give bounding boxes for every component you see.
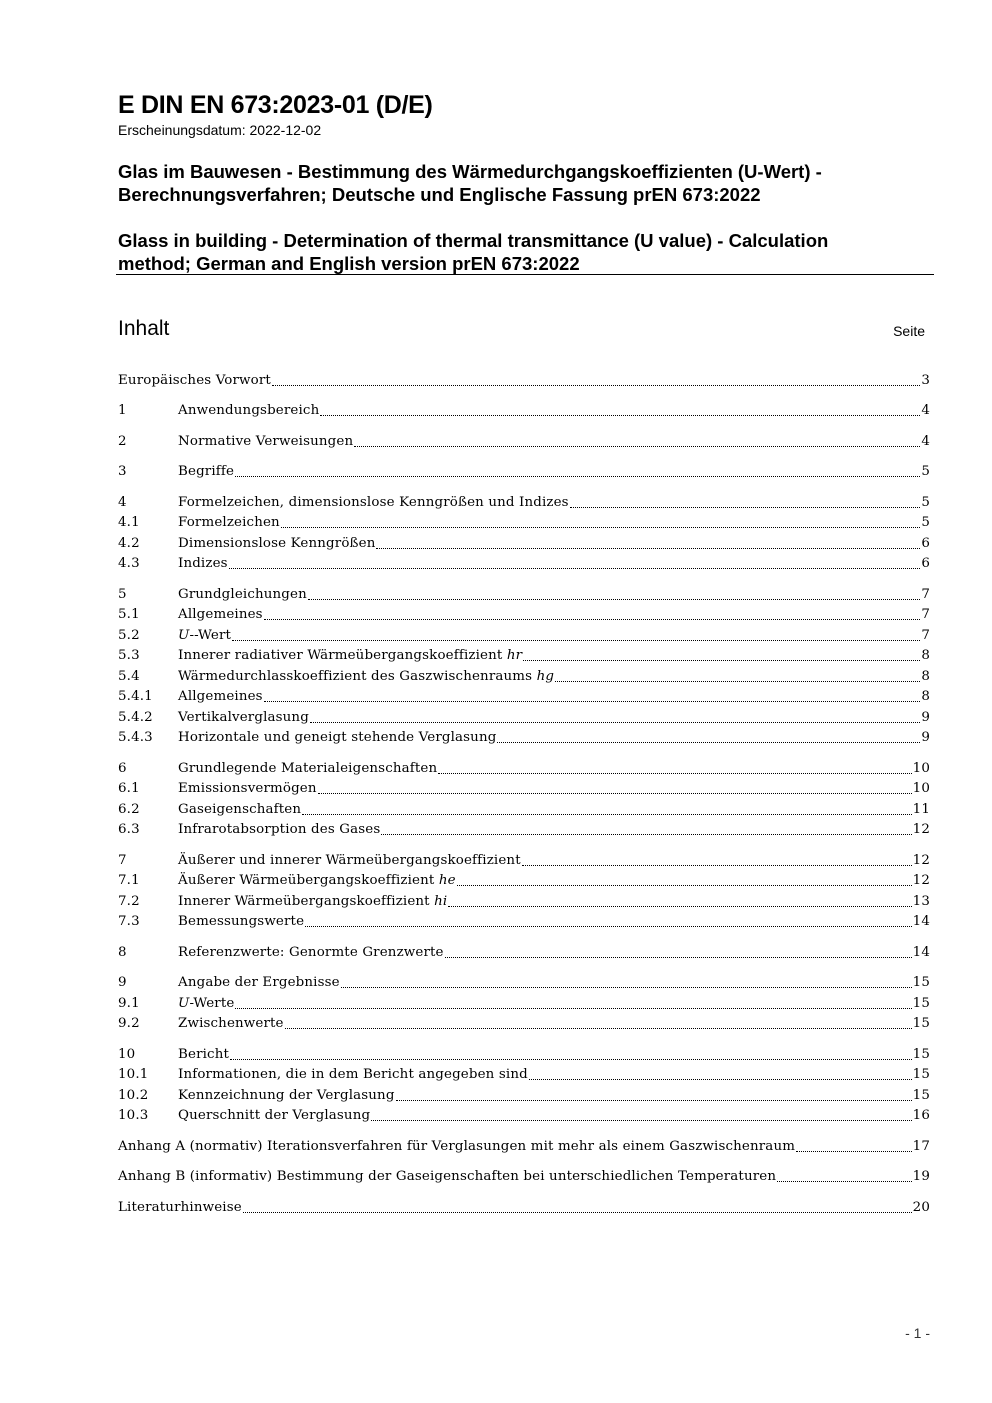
toc-entry-label-text: Zwischenwerte bbox=[178, 1016, 284, 1031]
toc-entry[interactable] bbox=[118, 1014, 930, 1034]
toc-entry-label-text: Formelzeichen, dimensionslose Kenngrößen und Indizes bbox=[178, 495, 569, 510]
toc-entry-label-text: Anhang A (normativ) Iterationsverfahren für Verglasungen mit mehr als einem Gaszwischenraum bbox=[118, 1139, 796, 1154]
toc-entry-page: 9 bbox=[921, 710, 930, 725]
toc-entry-symbol: hi bbox=[434, 894, 448, 909]
toc-entry-number: 8 bbox=[118, 945, 127, 960]
toc-entry-leader-dots bbox=[285, 1027, 912, 1029]
toc-entry[interactable] bbox=[118, 708, 930, 728]
toc-entry-page: 7 bbox=[921, 607, 930, 622]
toc-entry-label bbox=[178, 871, 456, 891]
toc-entry[interactable] bbox=[118, 728, 930, 748]
toc-entry-label bbox=[118, 1198, 242, 1218]
toc-entry-page: 8 bbox=[921, 689, 930, 704]
toc-entry-page: 9 bbox=[921, 730, 930, 745]
toc-entry-leader-dots bbox=[457, 884, 912, 886]
toc-entry-page: 3 bbox=[921, 373, 930, 388]
toc-entry-page: 4 bbox=[921, 403, 930, 418]
toc-entry-label-text: -Werte bbox=[189, 996, 235, 1011]
toc-entry[interactable] bbox=[118, 605, 930, 625]
toc-entry-label bbox=[178, 646, 522, 666]
toc-entry-number: 7 bbox=[118, 853, 127, 868]
toc-entry-page: 12 bbox=[912, 873, 930, 888]
toc-entry-label-text: Grundlegende Materialeigenschaften bbox=[178, 761, 438, 776]
title-german bbox=[118, 160, 918, 206]
toc-entry[interactable] bbox=[118, 1167, 930, 1187]
toc-entry-page: 14 bbox=[912, 945, 930, 960]
toc-entry[interactable] bbox=[118, 432, 930, 452]
toc-entry-number: 7.3 bbox=[118, 914, 140, 929]
toc-entry-page: 15 bbox=[912, 1047, 930, 1062]
toc-entry-leader-dots bbox=[243, 1211, 912, 1213]
toc-entry-label-text: Bericht bbox=[178, 1047, 230, 1062]
toc-entry-leader-dots bbox=[529, 1078, 912, 1080]
toc-entry-page: 19 bbox=[912, 1169, 930, 1184]
toc-entry-label-text: Dimensionslose Kenngrößen bbox=[178, 536, 376, 551]
toc-entry[interactable] bbox=[118, 994, 930, 1014]
toc-entry-label bbox=[178, 800, 301, 820]
toc-entry[interactable] bbox=[118, 462, 930, 482]
title-english-line-1: Glass in building - Determination of thermal transmittance (U value) - Calculation bbox=[118, 230, 829, 251]
toc-entry-label bbox=[178, 1106, 370, 1126]
toc-entry-number: 5.4.3 bbox=[118, 730, 153, 745]
toc-entry-label-text: Anhang B (informativ) Bestimmung der Gaseigenschaften bei unterschiedlichen Temperaturen bbox=[118, 1169, 777, 1184]
toc-entry-number: 4.2 bbox=[118, 536, 140, 551]
toc-entry-symbol: hg bbox=[536, 669, 555, 684]
toc-entry-number: 5.4 bbox=[118, 669, 140, 684]
toc-entry-label bbox=[178, 667, 554, 687]
toc-entry-leader-dots bbox=[230, 1058, 912, 1060]
toc-entry-number: 10 bbox=[118, 1047, 136, 1062]
toc-entry-label-text: Referenzwerte: Genormte Grenzwerte bbox=[178, 945, 444, 960]
toc-entry-label bbox=[178, 851, 521, 871]
toc-entry[interactable] bbox=[118, 912, 930, 932]
toc-entry-page: 7 bbox=[921, 587, 930, 602]
toc-entry-page: 13 bbox=[912, 894, 930, 909]
toc-entry-label-text: Allgemeines bbox=[178, 607, 263, 622]
toc-entry-label bbox=[178, 912, 304, 932]
title-divider bbox=[116, 274, 934, 275]
toc-entry-label bbox=[178, 759, 437, 779]
toc-entry-leader-dots bbox=[438, 772, 911, 774]
toc-entry-label-text: Infrarotabsorption des Gases bbox=[178, 822, 381, 837]
toc-entry-leader-dots bbox=[497, 741, 920, 743]
toc-entry-label-text: Informationen, die in dem Bericht angegeben sind bbox=[178, 1067, 528, 1082]
toc-entry-label bbox=[178, 626, 231, 646]
toc-entry-number: 3 bbox=[118, 464, 127, 479]
toc-entry-label bbox=[178, 728, 496, 748]
toc-entry-label bbox=[178, 401, 319, 421]
toc-entry-number: 2 bbox=[118, 434, 127, 449]
toc-entry-leader-dots bbox=[318, 792, 912, 794]
toc-entry-label-text: Normative Verweisungen bbox=[178, 434, 354, 449]
toc-entry-page: 12 bbox=[912, 853, 930, 868]
toc-entry-leader-dots bbox=[555, 680, 920, 682]
toc-entry-leader-dots bbox=[396, 1099, 912, 1101]
toc-entry-number: 10.2 bbox=[118, 1088, 149, 1103]
toc-entry-leader-dots bbox=[264, 700, 921, 702]
toc-entry-leader-dots bbox=[308, 598, 920, 600]
toc-entry[interactable] bbox=[118, 973, 930, 993]
toc-entry-page: 20 bbox=[912, 1200, 930, 1215]
toc-entry[interactable] bbox=[118, 554, 930, 574]
toc-entry-label-text: Anwendungsbereich bbox=[178, 403, 320, 418]
toc-entry[interactable] bbox=[118, 646, 930, 666]
toc-entry-page: 14 bbox=[912, 914, 930, 929]
toc-entry[interactable] bbox=[118, 585, 930, 605]
toc-entry-number: 7.2 bbox=[118, 894, 140, 909]
toc-entry[interactable] bbox=[118, 1065, 930, 1085]
toc-entry-number: 5 bbox=[118, 587, 127, 602]
toc-entry[interactable] bbox=[118, 534, 930, 554]
toc-entry-page: 6 bbox=[921, 536, 930, 551]
toc-entry-label-text: Äußerer Wärmeübergangskoeffizient bbox=[178, 873, 439, 888]
title-english bbox=[118, 229, 918, 275]
toc-entry-label bbox=[118, 1137, 795, 1157]
toc-entry-symbol: U bbox=[178, 996, 190, 1011]
toc-entry-label bbox=[178, 554, 228, 574]
toc-entry[interactable] bbox=[118, 513, 930, 533]
toc-entry-page: 5 bbox=[921, 495, 930, 510]
toc-entry-page: 6 bbox=[921, 556, 930, 571]
toc-entry-page: 8 bbox=[921, 648, 930, 663]
toc-entry-label bbox=[178, 892, 447, 912]
toc-entry-label bbox=[178, 943, 444, 963]
title-german-line-1: Glas im Bauwesen - Bestimmung des Wärmedurchgangskoeffizienten (U-Wert) - bbox=[118, 161, 822, 182]
toc-entry-page: 8 bbox=[921, 669, 930, 684]
toc-entry-label bbox=[178, 462, 234, 482]
toc-entry-leader-dots bbox=[302, 813, 912, 815]
toc-entry-label-text: Indizes bbox=[178, 556, 228, 571]
toc-entry[interactable] bbox=[118, 820, 930, 840]
toc-entry[interactable] bbox=[118, 759, 930, 779]
toc-entry-number: 9 bbox=[118, 975, 127, 990]
toc-entry-label-text: Äußerer und innerer Wärmeübergangskoeffizient bbox=[178, 853, 521, 868]
toc-entry-number: 6.2 bbox=[118, 802, 140, 817]
toc-entry-leader-dots bbox=[570, 506, 921, 508]
toc-entry-leader-dots bbox=[232, 639, 920, 641]
toc-entry-page: 12 bbox=[912, 822, 930, 837]
title-english-line-2: method; German and English version prEN 673:2022 bbox=[118, 253, 580, 274]
toc-entry-page: 10 bbox=[912, 781, 930, 796]
toc-entry-number: 6.3 bbox=[118, 822, 140, 837]
toc-entry-number: 4.3 bbox=[118, 556, 140, 571]
toc-entry-number: 5.3 bbox=[118, 648, 140, 663]
toc-entry[interactable] bbox=[118, 1137, 930, 1157]
toc-entry-label-text: Gaseigenschaften bbox=[178, 802, 302, 817]
toc-entry-symbol: U bbox=[178, 628, 190, 643]
toc-entry-label bbox=[178, 585, 307, 605]
toc-entry-label bbox=[178, 994, 234, 1014]
toc-entry-leader-dots bbox=[523, 659, 920, 661]
toc-entry-label bbox=[178, 820, 380, 840]
toc-entry-page: 15 bbox=[912, 1088, 930, 1103]
toc-entry-symbol: hr bbox=[506, 648, 523, 663]
toc-entry-label-text: Kennzeichnung der Verglasung bbox=[178, 1088, 395, 1103]
toc-entry[interactable] bbox=[118, 401, 930, 421]
toc-entry[interactable] bbox=[118, 1086, 930, 1106]
toc-entry-leader-dots bbox=[777, 1180, 912, 1182]
toc-entry-label-text: Europäisches Vorwort bbox=[118, 373, 271, 388]
toc-entry-leader-dots bbox=[229, 567, 921, 569]
toc-entry-leader-dots bbox=[310, 721, 920, 723]
toc-entry-number: 6.1 bbox=[118, 781, 140, 796]
toc-entry-leader-dots bbox=[235, 1007, 911, 1009]
toc-entry-number: 7.1 bbox=[118, 873, 140, 888]
toc-page-column-label: Seite bbox=[893, 323, 925, 339]
toc-entry[interactable] bbox=[118, 943, 930, 963]
toc-entry-page: 17 bbox=[912, 1139, 930, 1154]
toc-entry-page: 5 bbox=[921, 515, 930, 530]
toc-entry-label-text: Allgemeines bbox=[178, 689, 263, 704]
toc-entry[interactable] bbox=[118, 871, 930, 891]
toc-entry-label bbox=[178, 605, 263, 625]
toc-entry-label-text: Literaturhinweise bbox=[118, 1200, 242, 1215]
toc-entry-label bbox=[178, 1014, 284, 1034]
page-number: - 1 - bbox=[905, 1325, 930, 1341]
toc-entry-label bbox=[178, 1065, 528, 1085]
toc-entry-label-text: Bemessungswerte bbox=[178, 914, 305, 929]
toc-entry[interactable] bbox=[118, 371, 930, 391]
toc-entry-label-text: Begriffe bbox=[178, 464, 235, 479]
toc-entry-label-text: Querschnitt der Verglasung bbox=[178, 1108, 371, 1123]
toc-entry-label bbox=[118, 371, 271, 391]
toc-entry-leader-dots bbox=[796, 1150, 912, 1152]
document-code: E DIN EN 673:2023-01 (D/E) bbox=[118, 91, 433, 119]
toc-entry-leader-dots bbox=[264, 618, 921, 620]
toc-entry[interactable] bbox=[118, 493, 930, 513]
toc-entry-label bbox=[178, 1086, 395, 1106]
toc-entry-label bbox=[178, 493, 569, 513]
toc-entry[interactable] bbox=[118, 687, 930, 707]
toc-entry[interactable] bbox=[118, 626, 930, 646]
toc-entry-page: 4 bbox=[921, 434, 930, 449]
toc-entry-leader-dots bbox=[305, 925, 911, 927]
toc-entry-number: 5.2 bbox=[118, 628, 140, 643]
toc-entry[interactable] bbox=[118, 851, 930, 871]
toc-entry-label-text: Angabe der Ergebnisse bbox=[178, 975, 340, 990]
toc-entry-label-text: Emissionsvermögen bbox=[178, 781, 317, 796]
toc-entry-number: 5.4.1 bbox=[118, 689, 153, 704]
toc-entry-label-text: Grundgleichungen bbox=[178, 587, 307, 602]
toc-entry-page: 15 bbox=[912, 1067, 930, 1082]
toc-heading: Inhalt bbox=[118, 317, 170, 340]
toc-entry-label-text: Formelzeichen bbox=[178, 515, 280, 530]
toc-entry-number: 10.1 bbox=[118, 1067, 149, 1082]
toc-entry-number: 4.1 bbox=[118, 515, 140, 530]
toc-entry[interactable] bbox=[118, 667, 930, 687]
toc-entry[interactable] bbox=[118, 1198, 930, 1218]
toc-entry-leader-dots bbox=[235, 475, 920, 477]
toc-entry-number: 9.2 bbox=[118, 1016, 140, 1031]
toc-entry-leader-dots bbox=[272, 384, 920, 386]
toc-entry-page: 7 bbox=[921, 628, 930, 643]
toc-entry-number: 6 bbox=[118, 761, 127, 776]
toc-entry-leader-dots bbox=[381, 833, 911, 835]
toc-entry-page: 11 bbox=[912, 802, 930, 817]
toc-entry[interactable] bbox=[118, 892, 930, 912]
toc-entry-label bbox=[178, 513, 280, 533]
toc-entry-label-text: Wärmedurchlasskoeffizient des Gaszwischenraums bbox=[178, 669, 537, 684]
toc-entry-leader-dots bbox=[376, 547, 920, 549]
toc-entry-page: 5 bbox=[921, 464, 930, 479]
toc-entry[interactable] bbox=[118, 779, 930, 799]
toc-entry-symbol: he bbox=[438, 873, 456, 888]
toc-entry-leader-dots bbox=[522, 864, 912, 866]
toc-entry-label bbox=[178, 779, 317, 799]
toc-entry-number: 9.1 bbox=[118, 996, 140, 1011]
toc-entry-label-text: Innerer radiativer Wärmeübergangskoeffizient bbox=[178, 648, 507, 663]
toc-entry-label-text: Horizontale und geneigt stehende Verglasung bbox=[178, 730, 497, 745]
toc-entry-label-text: --Wert bbox=[189, 628, 232, 643]
toc-entry-number: 5.4.2 bbox=[118, 710, 153, 725]
toc-entry-label bbox=[178, 687, 263, 707]
toc-entry-leader-dots bbox=[341, 986, 912, 988]
toc-entry-page: 16 bbox=[912, 1108, 930, 1123]
toc-entry-label bbox=[178, 973, 340, 993]
toc-entry-label bbox=[178, 1045, 229, 1065]
toc-entry-number: 1 bbox=[118, 403, 127, 418]
toc-entry-page: 15 bbox=[912, 975, 930, 990]
toc-entry-label bbox=[118, 1167, 776, 1187]
toc-entry[interactable] bbox=[118, 1106, 930, 1126]
toc-entry-page: 10 bbox=[912, 761, 930, 776]
toc-entry-number: 10.3 bbox=[118, 1108, 149, 1123]
toc-entry-label bbox=[178, 708, 309, 728]
toc-entry[interactable] bbox=[118, 1045, 930, 1065]
toc-entry-leader-dots bbox=[354, 445, 920, 447]
toc-entry-leader-dots bbox=[448, 905, 911, 907]
title-german-line-2: Berechnungsverfahren; Deutsche und Englische Fassung prEN 673:2022 bbox=[118, 184, 761, 205]
toc-entry-leader-dots bbox=[371, 1119, 911, 1121]
toc-entry-label bbox=[178, 432, 353, 452]
toc-entry-leader-dots bbox=[320, 414, 920, 416]
toc-entry-page: 15 bbox=[912, 1016, 930, 1031]
toc-entry-label bbox=[178, 534, 375, 554]
toc-entry-number: 4 bbox=[118, 495, 127, 510]
toc-entry-page: 15 bbox=[912, 996, 930, 1011]
toc-entry[interactable] bbox=[118, 800, 930, 820]
toc-entry-number: 5.1 bbox=[118, 607, 140, 622]
toc-entry-label-text: Innerer Wärmeübergangskoeffizient bbox=[178, 894, 435, 909]
publication-date: Erscheinungsdatum: 2022-12-02 bbox=[118, 122, 322, 138]
toc-entry-leader-dots bbox=[281, 526, 921, 528]
toc-entry-leader-dots bbox=[445, 956, 912, 958]
toc-entry-label-text: Vertikalverglasung bbox=[178, 710, 309, 725]
